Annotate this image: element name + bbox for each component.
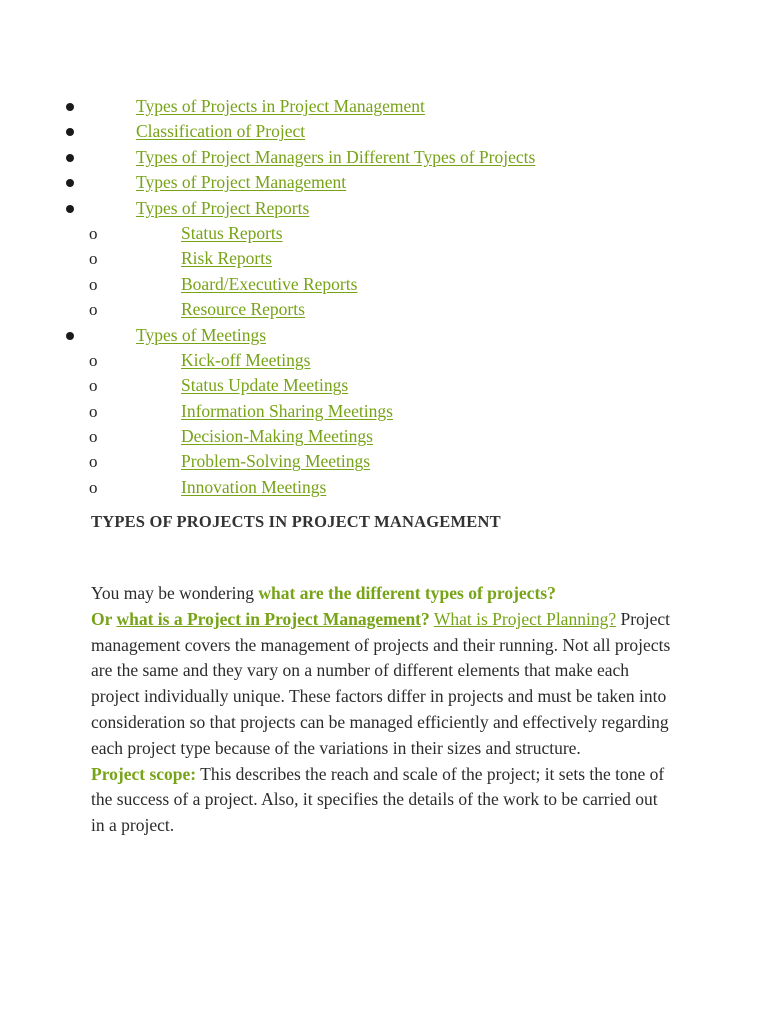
body-text: Project management covers the management of projects and their running. Not all projects are the same and they vary on a number of different elements that make each project individually unique. These factors differ in projects and must be taken into consideration so that projects can be managed efficiently and effectively regarding each project type because of the variations in their sizes and structure. — [91, 608, 671, 758]
circle-bullet-icon: o — [89, 427, 98, 447]
toc-item — [0, 145, 768, 170]
toc-sublink[interactable]: Problem-Solving Meetings — [181, 451, 371, 472]
circle-bullet-icon: o — [89, 274, 98, 294]
toc-sublink[interactable]: Status Reports — [181, 222, 283, 243]
toc-subitem — [0, 449, 768, 474]
toc-link[interactable]: Types of Meetings — [136, 324, 267, 345]
toc-subitem — [0, 424, 768, 449]
circle-bullet-icon: o — [89, 477, 98, 497]
bullet-icon — [66, 154, 74, 162]
toc-link[interactable]: Types of Projects in Project Management — [136, 96, 425, 116]
table-of-contents — [0, 94, 768, 500]
toc-link[interactable]: Types of Project Reports — [136, 197, 310, 218]
scope-label: Project scope: — [91, 763, 197, 784]
circle-bullet-icon: o — [89, 401, 98, 421]
circle-bullet-icon: o — [89, 300, 98, 320]
toc-sublink[interactable]: Kick-off Meetings — [181, 349, 311, 370]
toc-sublink[interactable]: Board/Executive Reports — [181, 273, 358, 294]
intro-highlight: what are the different types of projects? — [258, 583, 556, 603]
toc-sublink[interactable]: Innovation Meetings — [181, 476, 327, 497]
toc-subitem — [0, 348, 768, 373]
project-planning-link[interactable]: What is Project Planning? — [433, 608, 617, 629]
toc-sublink[interactable]: Resource Reports — [181, 299, 305, 320]
body-paragraph — [91, 581, 671, 839]
toc-link[interactable]: Types of Project Management — [136, 172, 347, 193]
bullet-icon — [66, 179, 74, 187]
toc-sublink[interactable]: Information Sharing Meetings — [181, 400, 393, 421]
circle-bullet-icon: o — [89, 223, 98, 243]
toc-sublink[interactable]: Risk Reports — [181, 248, 272, 269]
circle-bullet-icon: o — [89, 452, 98, 472]
bullet-icon — [66, 205, 74, 213]
intro-text: You may be wondering — [91, 583, 259, 603]
toc-subitem — [0, 221, 768, 246]
toc-subitem — [0, 297, 768, 322]
toc-subitem — [0, 246, 768, 271]
toc-link[interactable]: Classification of Project — [136, 121, 306, 142]
toc-sublink[interactable]: Decision-Making Meetings — [181, 426, 373, 447]
bullet-icon — [66, 103, 74, 111]
toc-item — [0, 94, 768, 119]
circle-bullet-icon: o — [89, 249, 98, 269]
toc-item — [0, 196, 768, 221]
toc-subitem — [0, 272, 768, 297]
bullet-icon — [66, 332, 74, 340]
circle-bullet-icon: o — [89, 376, 98, 396]
bullet-icon — [66, 128, 74, 136]
toc-subitem — [0, 475, 768, 500]
project-definition-link[interactable]: what is a Project in Project Management — [116, 608, 422, 629]
circle-bullet-icon: o — [89, 350, 98, 370]
toc-item — [0, 170, 768, 195]
or-text: Or — [91, 608, 117, 629]
toc-subitem — [0, 373, 768, 398]
toc-subitem — [0, 399, 768, 424]
toc-item — [0, 119, 768, 144]
scope-text: This describes the reach and scale of the project; it sets the tone of the success of a project. Also, it specifies the details of the work to be carried out in a project. — [91, 763, 665, 836]
toc-item — [0, 323, 768, 348]
toc-link[interactable]: Types of Project Managers in Different Types of Projects — [136, 146, 536, 167]
toc-sublink[interactable]: Status Update Meetings — [181, 375, 349, 396]
section-heading: TYPES OF PROJECTS IN PROJECT MANAGEMENT — [91, 512, 501, 531]
question-mark: ? — [421, 608, 430, 629]
